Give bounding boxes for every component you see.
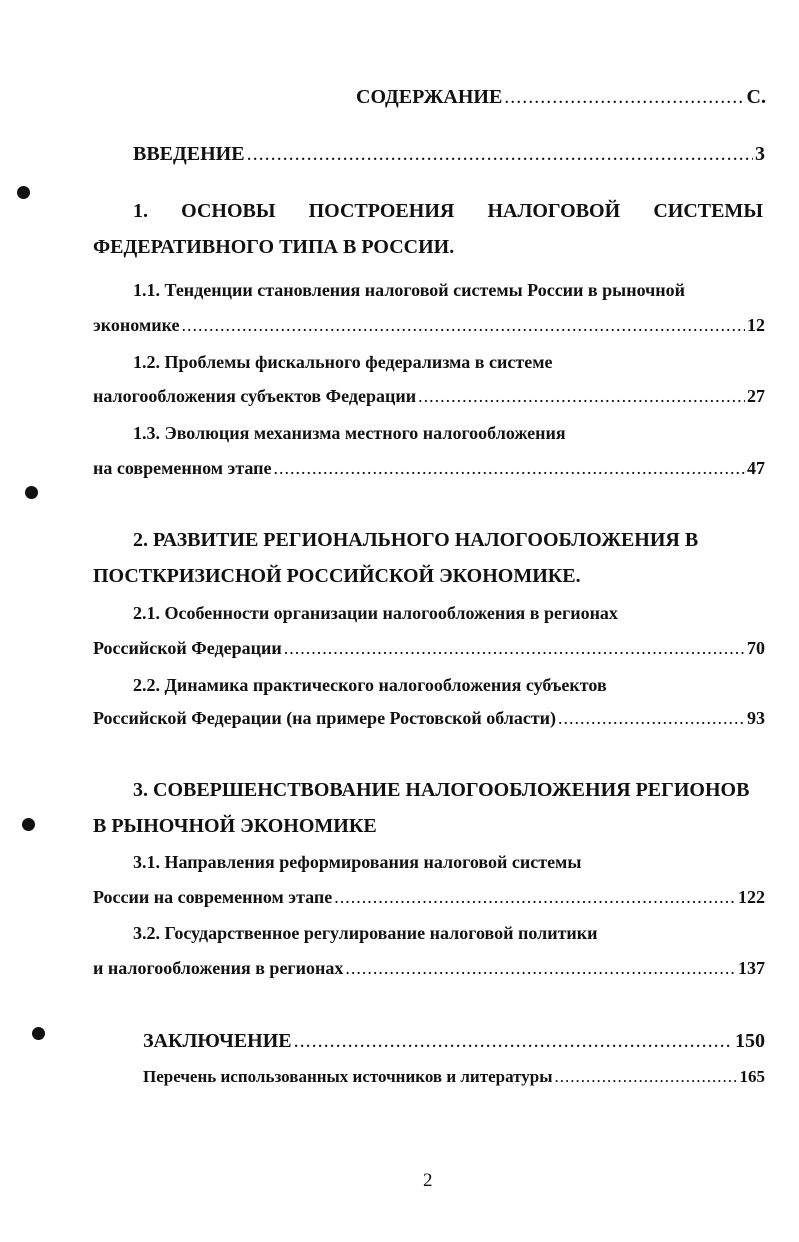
leader-dots bbox=[284, 638, 745, 659]
entry-title: ВВЕДЕНИЕ bbox=[133, 143, 245, 165]
chapter-word: ПОСТРОЕНИЯ bbox=[308, 200, 455, 222]
leader-dots bbox=[274, 458, 745, 479]
entry-page: 93 bbox=[747, 708, 765, 728]
entry-page: 27 bbox=[747, 386, 765, 406]
leader-dots bbox=[334, 887, 736, 908]
chapter-1-heading-line2: ФЕДЕРАТИВНОГО ТИПА В РОССИИ. bbox=[93, 236, 455, 258]
entry-title: России на современном этапе bbox=[93, 887, 333, 907]
entry-page: 150 bbox=[735, 1030, 765, 1052]
entry-page: 70 bbox=[747, 638, 765, 658]
entry-title: Перечень использованных источников и литературы bbox=[143, 1067, 553, 1086]
leader-dots bbox=[504, 86, 744, 109]
section-2-1-line1[interactable]: 2.1. Особенности организации налогообложения в регионах bbox=[133, 603, 618, 623]
chapter-number: 1. bbox=[133, 200, 148, 222]
page-column-label: С. bbox=[746, 86, 766, 108]
chapter-2-heading-line2: ПОСТКРИЗИСНОЙ РОССИЙСКОЙ ЭКОНОМИКЕ. bbox=[93, 565, 581, 587]
entry-title: налогообложения субъектов Федерации bbox=[93, 386, 417, 406]
entry-page: 137 bbox=[738, 958, 765, 978]
entry-title: ЗАКЛЮЧЕНИЕ bbox=[143, 1030, 292, 1052]
toc-entry-2-1[interactable] bbox=[93, 638, 765, 659]
toc-entry-2-2[interactable] bbox=[93, 708, 765, 729]
section-3-1-line1[interactable]: 3.1. Направления реформирования налоговой системы bbox=[133, 852, 582, 872]
punch-hole-mark bbox=[32, 1027, 45, 1040]
section-2-2-line1[interactable]: 2.2. Динамика практического налогообложения субъектов bbox=[133, 675, 607, 695]
toc-entry-intro[interactable] bbox=[133, 143, 765, 166]
leader-dots bbox=[418, 386, 745, 407]
entry-title: и налогообложения в регионах bbox=[93, 958, 344, 978]
entry-page: 47 bbox=[747, 458, 765, 478]
leader-dots bbox=[247, 143, 753, 166]
entry-page: 122 bbox=[738, 887, 765, 907]
section-1-2-line1[interactable]: 1.2. Проблемы фискального федерализма в системе bbox=[133, 352, 553, 372]
chapter-3-heading[interactable]: 3. СОВЕРШЕНСТВОВАНИЕ НАЛОГООБЛОЖЕНИЯ РЕГИОНОВ bbox=[133, 779, 750, 801]
leader-dots bbox=[558, 708, 745, 729]
entry-page: 3 bbox=[755, 143, 765, 165]
entry-page: 12 bbox=[747, 315, 765, 335]
entry-title: экономике bbox=[93, 315, 180, 335]
chapter-2-heading[interactable]: 2. РАЗВИТИЕ РЕГИОНАЛЬНОГО НАЛОГООБЛОЖЕНИЯ В bbox=[133, 529, 699, 551]
chapter-3-heading-line2: В РЫНОЧНОЙ ЭКОНОМИКЕ bbox=[93, 815, 377, 837]
entry-title: Российской Федерации (на примере Ростовской области) bbox=[93, 708, 557, 728]
leader-dots bbox=[554, 1067, 737, 1087]
leader-dots bbox=[294, 1030, 733, 1053]
page-number: 2 bbox=[423, 1170, 433, 1191]
toc-entry-1-3[interactable] bbox=[93, 458, 765, 479]
entry-page: 165 bbox=[739, 1067, 765, 1086]
toc-title: СОДЕРЖАНИЕ bbox=[356, 86, 503, 108]
punch-hole-mark bbox=[25, 486, 38, 499]
entry-title: Российской Федерации bbox=[93, 638, 282, 658]
toc-entry-conclusion[interactable] bbox=[143, 1030, 765, 1053]
toc-entry-sources[interactable] bbox=[143, 1067, 765, 1087]
leader-dots bbox=[181, 315, 745, 336]
section-1-1-line1[interactable]: 1.1. Тенденции становления налоговой системы России в рыночной bbox=[133, 280, 686, 300]
punch-hole-mark bbox=[22, 818, 35, 831]
section-1-3-line1[interactable]: 1.3. Эволюция механизма местного налогообложения bbox=[133, 423, 566, 443]
chapter-1-heading[interactable] bbox=[133, 200, 763, 223]
chapter-word: ОСНОВЫ bbox=[181, 200, 276, 222]
entry-title: на современном этапе bbox=[93, 458, 272, 478]
punch-hole-mark bbox=[17, 186, 30, 199]
toc-entry-3-2[interactable] bbox=[93, 958, 765, 979]
chapter-word: НАЛОГОВОЙ bbox=[487, 200, 621, 222]
toc-entry-3-1[interactable] bbox=[93, 887, 765, 908]
leader-dots bbox=[345, 958, 736, 979]
toc-header bbox=[356, 86, 766, 109]
toc-entry-1-2[interactable] bbox=[93, 386, 765, 407]
toc-entry-1-1[interactable] bbox=[93, 315, 765, 336]
chapter-word: СИСТЕМЫ bbox=[653, 200, 763, 222]
section-3-2-line1[interactable]: 3.2. Государственное регулирование налоговой политики bbox=[133, 923, 598, 943]
